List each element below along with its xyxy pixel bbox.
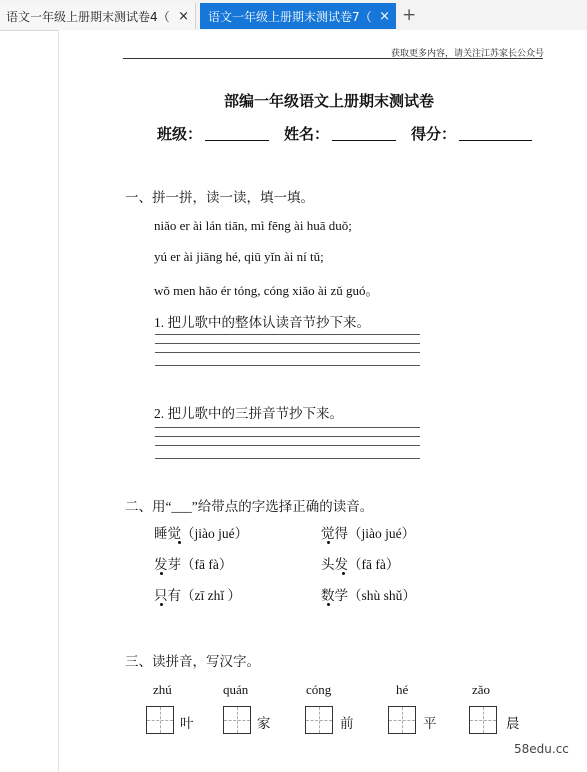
pinyin-label: zǎo xyxy=(472,682,491,697)
answer-line xyxy=(155,427,420,428)
watermark: 58edu.cc xyxy=(514,742,569,756)
tianzige-box[interactable] xyxy=(146,706,174,734)
tab-exam-7[interactable] xyxy=(200,3,396,29)
choice-item: 数学（shù shǔ） xyxy=(321,588,416,603)
header-rule xyxy=(123,58,543,59)
pinyin-label: quán xyxy=(223,682,249,697)
choice-item: 发芽（fā fà） xyxy=(154,557,233,572)
emphasis-dot xyxy=(178,541,181,544)
question-2: 2. 把儿歌中的三拼音节抄下来。 xyxy=(154,406,343,421)
pinyin-label: hé xyxy=(396,682,409,697)
hanzi-char: 叶 xyxy=(180,716,194,731)
emphasis-dot xyxy=(160,603,163,606)
section2-heading: 二、用“___”给带点的字选择正确的读音。 xyxy=(125,499,374,514)
tab-label: 语文一年级上册期末测试卷4（ xyxy=(6,9,170,24)
emphasis-dot xyxy=(327,603,330,606)
hanzi-char: 前 xyxy=(340,716,354,731)
tab-exam-4[interactable] xyxy=(0,3,196,29)
class-blank xyxy=(205,140,269,141)
answer-line xyxy=(155,343,420,344)
document-title: 部编一年级语文上册期末测试卷 xyxy=(224,94,435,110)
name-label: 姓名： xyxy=(284,127,330,143)
class-label: 班级： xyxy=(157,127,203,143)
answer-line xyxy=(155,365,420,366)
new-tab-icon[interactable]: + xyxy=(402,5,417,25)
emphasis-dot xyxy=(327,541,330,544)
hanzi-char: 晨 xyxy=(506,716,520,731)
question-1: 1. 把儿歌中的整体认读音节抄下来。 xyxy=(154,315,370,330)
tianzige-box[interactable] xyxy=(388,706,416,734)
tianzige-box[interactable] xyxy=(469,706,497,734)
section3-heading: 三、读拼音，写汉字。 xyxy=(125,654,260,669)
rhyme-line-1: niǎo er ài lán tiān, mì fēng ài huā duǒ; xyxy=(154,218,352,233)
score-label: 得分： xyxy=(411,127,457,143)
document-page xyxy=(58,30,587,772)
answer-line xyxy=(155,352,420,353)
choice-item: 睡觉（jiào jué） xyxy=(154,526,249,541)
hanzi-char: 家 xyxy=(257,716,271,731)
emphasis-dot xyxy=(342,572,345,575)
pinyin-label: zhú xyxy=(153,682,172,697)
hanzi-char: 平 xyxy=(423,716,437,731)
tianzige-box[interactable] xyxy=(305,706,333,734)
header-note: 获取更多内容，请关注江苏家长公众号 xyxy=(391,48,545,58)
tab-bar xyxy=(0,0,587,31)
answer-line xyxy=(155,334,420,335)
answer-line xyxy=(155,458,420,459)
name-blank xyxy=(332,140,396,141)
answer-line xyxy=(155,445,420,446)
emphasis-dot xyxy=(160,572,163,575)
tab-label: 语文一年级上册期末测试卷7（ xyxy=(208,9,372,24)
rhyme-line-3: wǒ men hǎo ér tóng, cóng xiǎo ài zǔ guó。 xyxy=(154,283,379,298)
pinyin-label: cóng xyxy=(306,682,332,697)
close-icon[interactable]: × xyxy=(379,8,390,24)
close-icon[interactable]: × xyxy=(178,8,189,24)
score-blank xyxy=(459,140,532,141)
choice-item: 头发（fā fà） xyxy=(321,557,400,572)
choice-item: 只有（zī zhǐ ） xyxy=(154,588,241,603)
tianzige-box[interactable] xyxy=(223,706,251,734)
section1-heading: 一、拼一拼，读一读，填一填。 xyxy=(125,190,314,205)
rhyme-line-2: yú er ài jiāng hé, qiū yǐn ài ní tǔ; xyxy=(154,249,324,264)
choice-item: 觉得（jiào jué） xyxy=(321,526,416,541)
answer-line xyxy=(155,436,420,437)
